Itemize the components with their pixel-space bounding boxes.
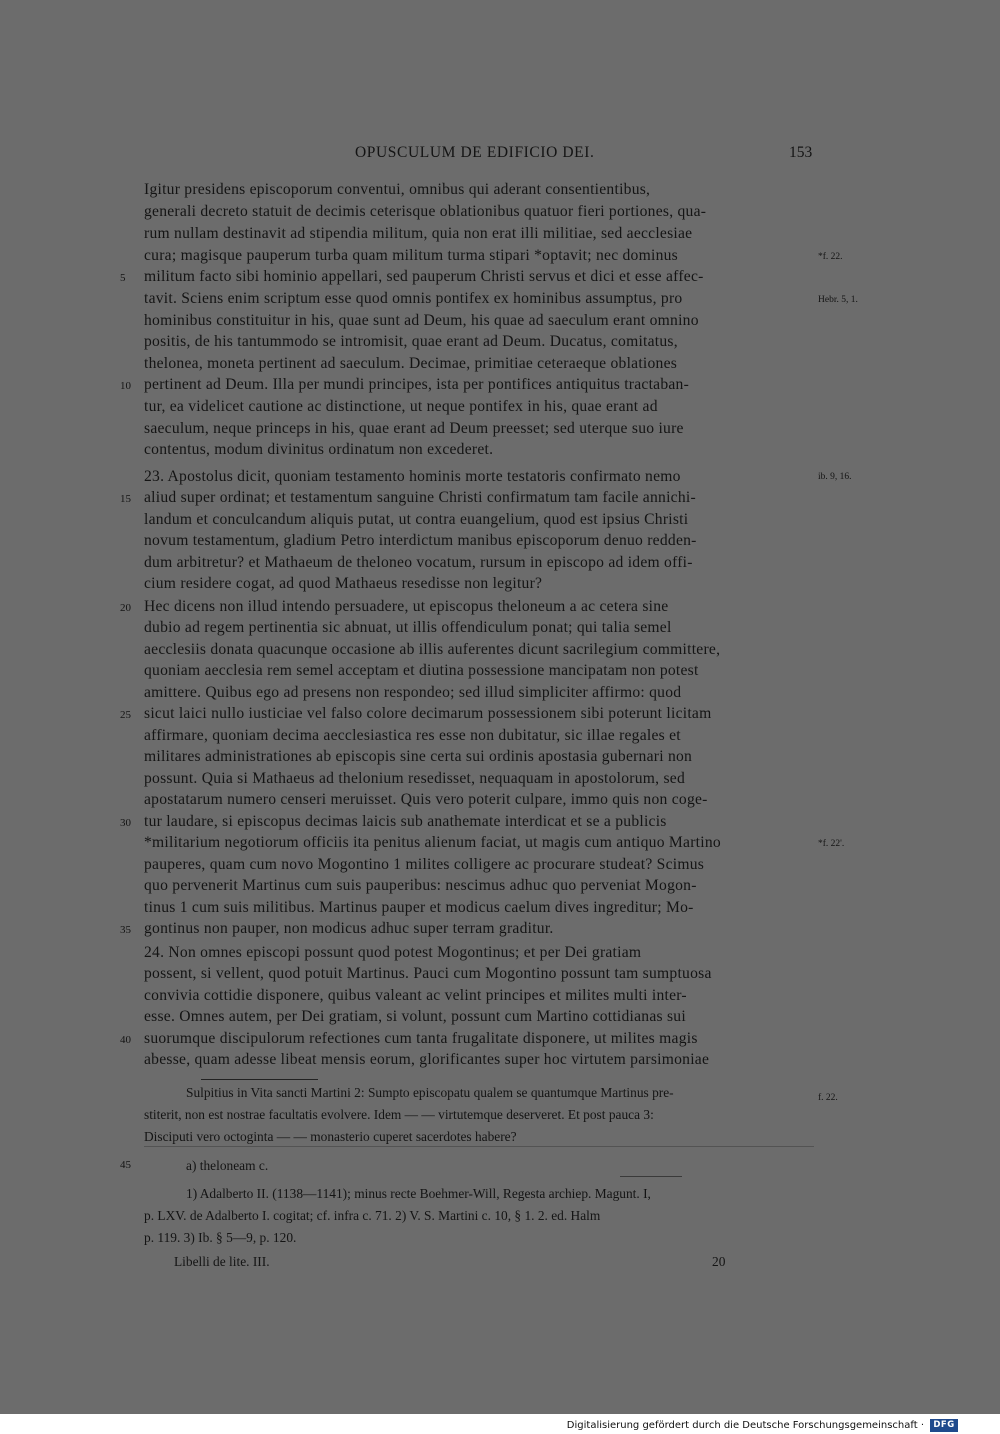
text-line: positis, de his tantummodo se intromisit, quae erant ad Deum. Ducatus, comitatus,	[144, 333, 678, 350]
text-line: thelonea, moneta pertinent ad saeculum. Decimae, primitiae ceteraeque oblationes	[144, 355, 678, 372]
line-number: 45	[120, 1159, 131, 1171]
apparatus-note: a) theloneam c.	[186, 1158, 269, 1173]
text-line: tinus 1 cum suis militibus. Martinus pauper et modicus caelum dives ingreditur; Mo-	[144, 899, 694, 916]
line-number: 30	[120, 817, 131, 829]
text-line: hominibus constituitur in his, quae sunt ad Deum, his quae ad saeculum erant omnino	[144, 312, 699, 329]
text-line: suorumque discipulorum refectiones cum tanta frugalitate disponere, ut milites magis	[144, 1030, 698, 1047]
margin-note: *f. 22.	[818, 252, 843, 262]
line-number: 10	[120, 380, 131, 392]
text-line: gontinus non pauper, non modicus adhuc super terram graditur.	[144, 920, 554, 937]
text-line: 24. Non omnes episcopi possunt quod potest Mogontinus; et per Dei gratiam	[144, 944, 642, 961]
text-line: pertinent ad Deum. Illa per mundi principes, ista per pontifices antiquitus tractaban-	[144, 376, 690, 393]
footnote-rule	[620, 1176, 682, 1177]
margin-note: ib. 9, 16.	[818, 472, 852, 482]
sheet-number: 20	[712, 1254, 726, 1269]
footnote-line: p. LXV. de Adalberto I. cogitat; cf. infra c. 71. 2) V. S. Martini c. 10, § 1. 2. ed. Halm	[144, 1208, 601, 1223]
signature-mark: Libelli de lite. III.	[174, 1254, 270, 1269]
source-note-line: Sulpitius in Vita sancti Martini 2: Sumpto episcopatu qualem se quantumque Martinus pre-	[186, 1085, 674, 1100]
text-line: Igitur presidens episcoporum conventui, omnibus qui aderant consentientibus,	[144, 181, 651, 198]
text-line: aecclesiis donata quacunque occasione ab illis auferentes dicunt sacrilegium committere,	[144, 641, 721, 658]
text-line: tur, ea videlicet cautione ac distinctione, ut neque pontifex in his, quae erant ad	[144, 398, 658, 415]
text-line: tur laudare, si episcopus decimas laicis sub anathemate interdicat et se a publicis	[144, 813, 667, 830]
text-line: *militarium negotiorum officiis ita penitus alienum faciat, ut magis cum antiquo Martino	[144, 834, 721, 851]
line-number: 40	[120, 1034, 131, 1046]
margin-note: *f. 22'.	[818, 839, 845, 849]
line-number: 20	[120, 602, 131, 614]
source-note-line: Disciputi vero octoginta — — monasterio cuperet sacerdotes habere?	[144, 1129, 517, 1144]
text-line: pauperes, quam cum novo Mogontino 1 milites colligere ac procurare studeat? Scimus	[144, 856, 705, 873]
text-line: affirmare, quoniam decima aecclesiastica res esse non dubitatur, sic illae regales et	[144, 727, 681, 744]
text-line: possunt. Quia si Mathaeus ad thelonium resedisset, nequaquam in apostolorum, sed	[144, 770, 686, 787]
text-line: contentus, modum divinitus ordinatum non excederet.	[144, 441, 494, 458]
text-line: aliud super ordinat; et testamentum sanguine Christi confirmatum tam facile annichi-	[144, 489, 696, 506]
text-line: cium residere cogat, ad quod Mathaeus resedisse non legitur?	[144, 575, 543, 592]
text-line: esse. Omnes autem, per Dei gratiam, si volunt, possunt cum Martino cottidianas sui	[144, 1008, 686, 1025]
digitization-credit	[567, 1417, 958, 1433]
margin-note: Hebr. 5, 1.	[818, 295, 858, 305]
source-note-line: stiterit, non est nostrae facultatis evolvere. Idem — — virtutemque deserveret. Et post pauca 3:	[144, 1107, 654, 1122]
text-line: Hec dicens non illud intendo persuadere, ut episcopus theloneum a ac cetera sine	[144, 598, 669, 615]
source-rule	[201, 1079, 318, 1080]
text-line: sicut laici nullo iusticiae vel falso colore decimarum possessionem sibi poterunt licitam	[144, 705, 712, 722]
margin-note: f. 22.	[818, 1093, 838, 1103]
text-line: tavit. Sciens enim scriptum esse quod omnis pontifex ex hominibus assumptus, pro	[144, 290, 683, 307]
text-line: abesse, quam adesse libeat mensis eorum, glorificantes super hoc virtutem parsimoniae	[144, 1051, 710, 1068]
text-line: amittere. Quibus ego ad presens non respondeo; sed illud simpliciter affirmo: quod	[144, 684, 682, 701]
text-line: cura; magisque pauperum turba quam militum turma stipari *optavit; nec dominus	[144, 247, 678, 264]
page-number: 153	[789, 144, 813, 161]
line-number: 35	[120, 924, 131, 936]
text-line: convivia cottidie disponere, quibus valeant ac velint principes et milites multi inter-	[144, 987, 687, 1004]
footnote-line: p. 119. 3) Ib. § 5—9, p. 120.	[144, 1230, 297, 1245]
text-line: militum facto sibi hominio appellari, sed pauperum Christi servus et dici et esse affec-	[144, 268, 704, 285]
line-number: 25	[120, 709, 131, 721]
text-line: dubio ad regem pertinentia sic abnuat, ut illis offendiculum ponat; qui talia semel	[144, 619, 672, 636]
text-line: 23. Apostolus dicit, quoniam testamento hominis morte testatoris confirmato nemo	[144, 468, 681, 485]
text-line: novum testamentum, gladium Petro interdictum manibus episcoporum denuo redden-	[144, 532, 697, 549]
text-line: landum et conculcandum aliquis putat, ut contra euangelium, quod est ipsius Christi	[144, 511, 689, 528]
dfg-logo: DFG	[930, 1419, 958, 1432]
text-line: saeculum, neque princeps in his, quae erant ad Deum preesset; sed uterque suo iure	[144, 420, 684, 437]
text-line: generali decreto statuit de decimis ceterisque oblationibus quatuor fieri portiones, qua-	[144, 203, 707, 220]
text-line: quoniam aecclesia rem semel acceptam et diutina possessione mancipatam non potest	[144, 662, 699, 679]
line-number: 15	[120, 493, 131, 505]
text-line: quo pervenerit Martinus cum suis pauperibus: nescimus adhuc quo perveniat Mogon-	[144, 877, 697, 894]
apparatus-rule	[144, 1146, 814, 1147]
text-line: rum nullam destinavit ad stipendia militum, quia non erat illi militiae, sed aecclesiae	[144, 225, 693, 242]
text-line: apostatarum numero censeri meruisset. Quis vero poterit culpare, immo quis non coge-	[144, 791, 708, 808]
text-line: militares administrationes ab episcopis sine certa sui ordinis apostasia gubernari non	[144, 748, 693, 765]
footnote-line: 1) Adalberto II. (1138—1141); minus recte Boehmer-Will, Regesta archiep. Magunt. I,	[186, 1186, 651, 1201]
running-header-title: OPUSCULUM DE EDIFICIO DEI.	[355, 144, 595, 161]
text-line: possent, si vellent, quod potuit Martinus. Pauci cum Mogontino possunt tam sumptuosa	[144, 965, 712, 982]
text-line: dum arbitretur? et Mathaeum de theloneo vocatum, rursum in episcopo ad idem offi-	[144, 554, 693, 571]
credit-text: Digitalisierung gefördert durch die Deutsche Forschungsgemeinschaft ·	[566, 1419, 924, 1431]
line-number: 5	[120, 272, 126, 284]
